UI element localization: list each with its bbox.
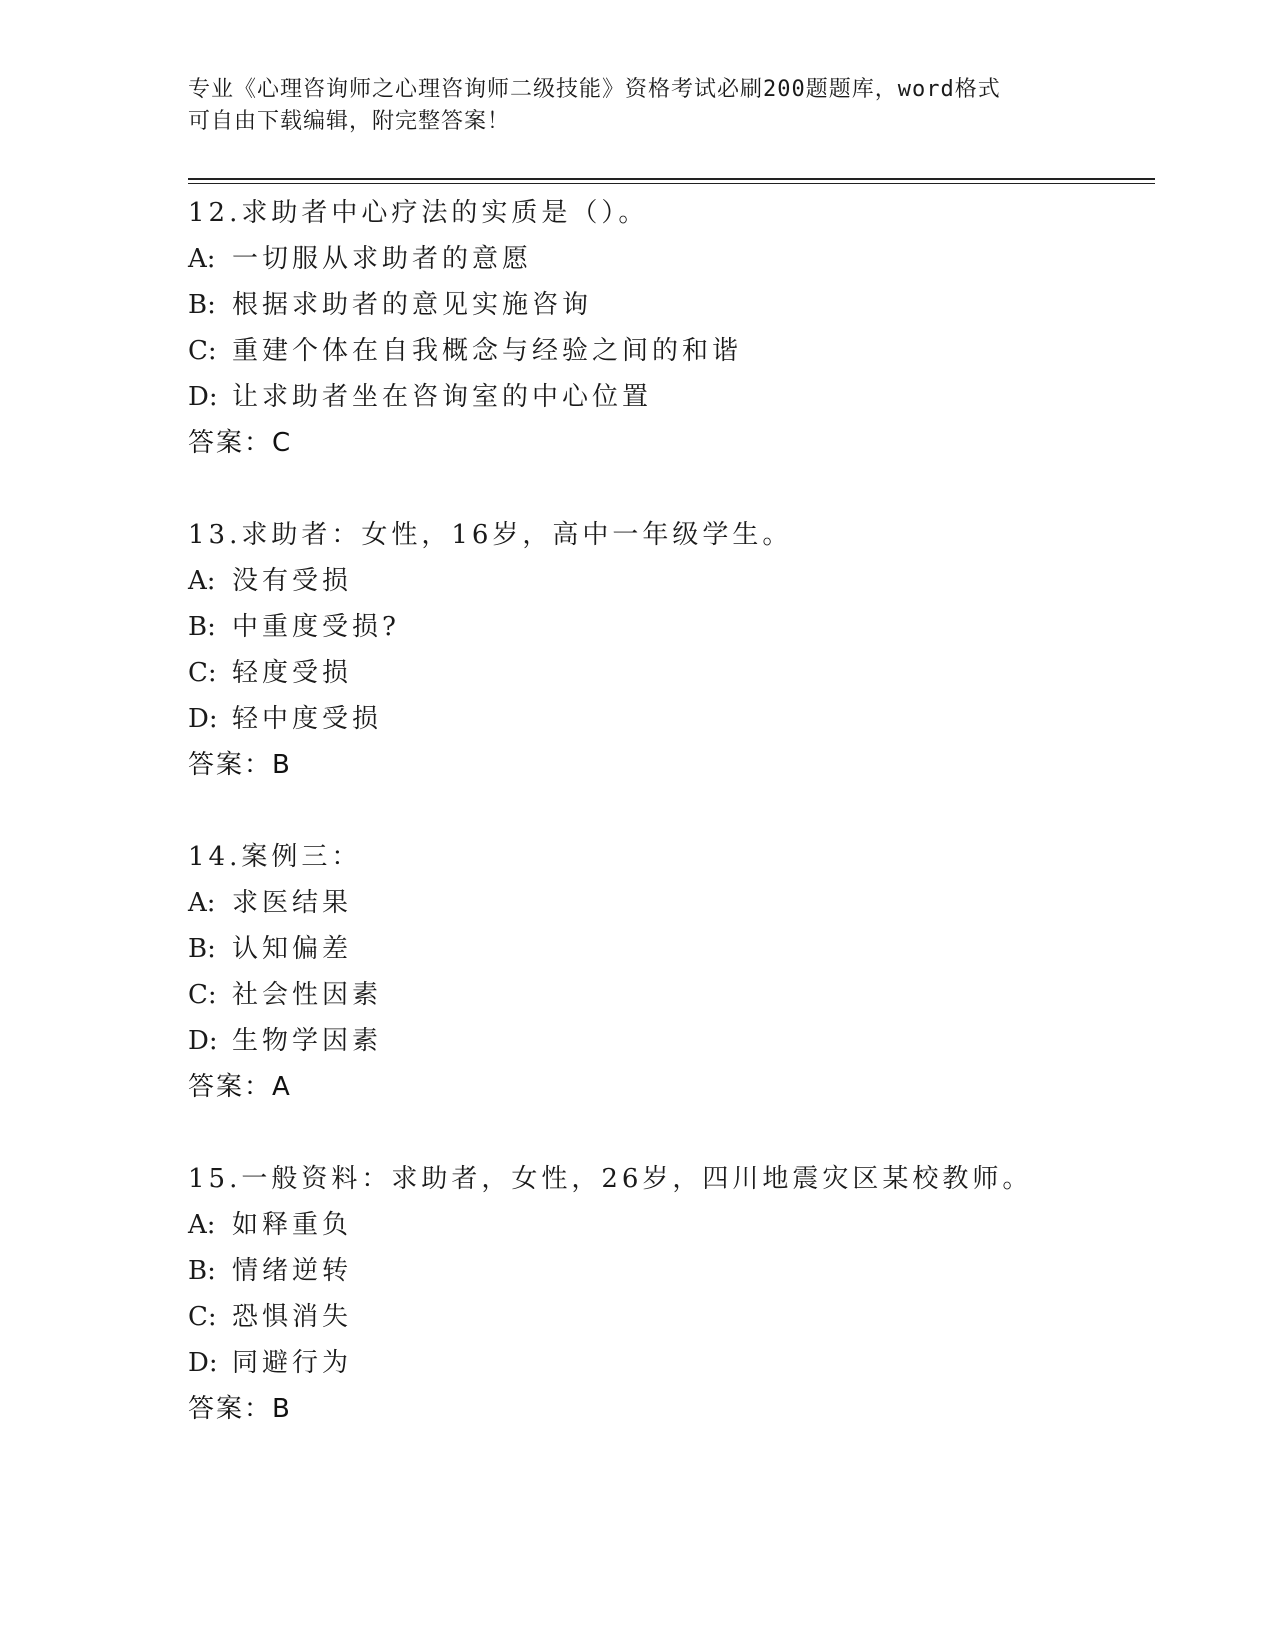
question-14 bbox=[188, 834, 1148, 1110]
question-stem: 15.一般资料：求助者，女性，26岁，四川地震灾区某校教师。 bbox=[188, 1164, 1033, 1194]
answer-line: 答案：B bbox=[188, 750, 292, 780]
question-15 bbox=[188, 1156, 1148, 1432]
option-d bbox=[188, 1340, 1148, 1386]
option-text: 根据求助者的意见实施咨询 bbox=[232, 290, 593, 320]
document-header bbox=[188, 74, 1088, 138]
answer-line: 答案：C bbox=[188, 428, 293, 458]
option-label: A: bbox=[188, 244, 216, 274]
option-text: 没有受损 bbox=[232, 566, 353, 596]
option-a bbox=[188, 558, 1148, 604]
option-label: C: bbox=[188, 1302, 217, 1332]
option-c bbox=[188, 972, 1148, 1018]
question-list bbox=[188, 190, 1148, 1478]
option-text: 生物学因素 bbox=[232, 1026, 383, 1056]
option-text: 同避行为 bbox=[232, 1348, 353, 1378]
option-d bbox=[188, 374, 1148, 420]
option-text: 一切服从求助者的意愿 bbox=[232, 244, 533, 274]
answer-line: 答案：B bbox=[188, 1394, 292, 1424]
option-text: 让求助者坐在咨询室的中心位置 bbox=[232, 382, 653, 412]
header-line-2: 可自由下载编辑，附完整答案！ bbox=[188, 109, 511, 134]
option-b bbox=[188, 604, 1148, 650]
option-a bbox=[188, 1202, 1148, 1248]
option-d bbox=[188, 696, 1148, 742]
option-text: 中重度受损? bbox=[232, 612, 400, 642]
option-text: 社会性因素 bbox=[232, 980, 383, 1010]
option-b bbox=[188, 1248, 1148, 1294]
option-label: D: bbox=[188, 704, 218, 734]
option-a bbox=[188, 880, 1148, 926]
option-label: A: bbox=[188, 1210, 216, 1240]
option-d bbox=[188, 1018, 1148, 1064]
option-label: B: bbox=[188, 934, 216, 964]
option-label: D: bbox=[188, 1348, 218, 1378]
option-label: C: bbox=[188, 980, 217, 1010]
option-label: C: bbox=[188, 658, 217, 688]
question-13 bbox=[188, 512, 1148, 788]
option-c bbox=[188, 1294, 1148, 1340]
option-text: 轻度受损 bbox=[232, 658, 353, 688]
option-label: D: bbox=[188, 382, 218, 412]
option-text: 恐惧消失 bbox=[232, 1302, 353, 1332]
option-label: C: bbox=[188, 336, 217, 366]
question-stem: 13.求助者：女性，16岁，高中一年级学生。 bbox=[188, 520, 793, 550]
option-text: 轻中度受损 bbox=[232, 704, 383, 734]
option-b bbox=[188, 926, 1148, 972]
header-line-1: 专业《心理咨询师之心理咨询师二级技能》资格考试必刷200题题库，word格式 bbox=[188, 77, 1001, 102]
option-b bbox=[188, 282, 1148, 328]
option-a bbox=[188, 236, 1148, 282]
option-label: A: bbox=[188, 888, 216, 918]
question-stem: 12.求助者中心疗法的实质是（）。 bbox=[188, 198, 649, 228]
option-text: 情绪逆转 bbox=[232, 1256, 353, 1286]
option-text: 如释重负 bbox=[232, 1210, 353, 1240]
answer-line: 答案：A bbox=[188, 1072, 292, 1102]
option-label: D: bbox=[188, 1026, 218, 1056]
option-text: 认知偏差 bbox=[232, 934, 353, 964]
question-12 bbox=[188, 190, 1148, 466]
option-c bbox=[188, 328, 1148, 374]
question-stem: 14.案例三： bbox=[188, 842, 362, 872]
option-label: B: bbox=[188, 1256, 216, 1286]
header-divider-thick bbox=[188, 178, 1155, 180]
header-divider-thin bbox=[188, 183, 1155, 184]
option-label: A: bbox=[188, 566, 216, 596]
option-label: B: bbox=[188, 290, 216, 320]
option-text: 重建个体在自我概念与经验之间的和谐 bbox=[232, 336, 743, 366]
option-c bbox=[188, 650, 1148, 696]
option-text: 求医结果 bbox=[232, 888, 353, 918]
option-label: B: bbox=[188, 612, 216, 642]
